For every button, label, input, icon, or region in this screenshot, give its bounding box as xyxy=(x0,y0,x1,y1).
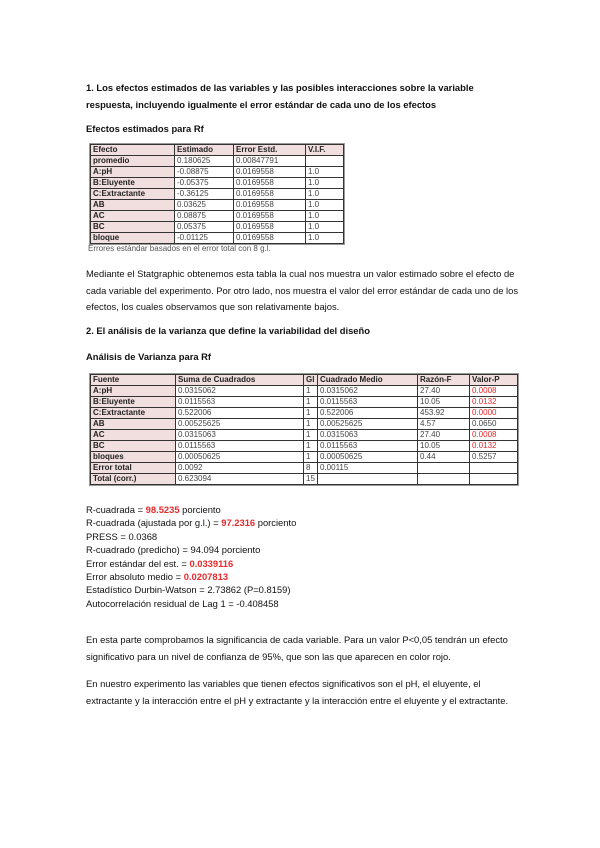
table-cell: 0.0092 xyxy=(176,463,304,474)
table-cell: 0.0315063 xyxy=(318,430,418,441)
table-cell: 0.00847791 xyxy=(234,156,306,167)
column-header: Error Estd. xyxy=(234,145,306,156)
row-label: promedio xyxy=(91,156,175,167)
statistic-line xyxy=(86,597,296,610)
table-cell: 0.03625 xyxy=(175,200,234,211)
table-cell: -0.36125 xyxy=(175,189,234,200)
section1-paragraph: Mediante el Statgraphic obtenemos esta tabla la cual nos muestra un valor estimado sobre el efecto de cada variable del experimento. Por otro lado, nos muestra el valor del error estándar de cada uno de los efectos, los cuales observamos que son relativamente bajos. xyxy=(86,268,519,312)
statistic-label: PRESS = xyxy=(86,530,129,542)
table-cell: 10.05 xyxy=(418,441,470,452)
statistic-value: 97.2316 xyxy=(221,517,256,529)
statistic-line xyxy=(86,516,296,529)
table-cell: 1.0 xyxy=(306,189,344,200)
table-cell xyxy=(418,463,470,474)
row-label: BC xyxy=(91,441,176,452)
effects-table-container xyxy=(89,143,345,245)
table-cell: 0.0132 xyxy=(470,397,518,408)
column-header: Estimado xyxy=(175,145,234,156)
anova-table-title: Análisis de Varianza para Rf xyxy=(86,351,212,362)
table-cell: 0.00525625 xyxy=(176,419,304,430)
effects-table xyxy=(90,144,344,244)
table-row xyxy=(91,463,518,474)
table-cell: 0.0169558 xyxy=(234,233,306,244)
table-cell: 1 xyxy=(304,419,318,430)
table-cell: 1 xyxy=(304,452,318,463)
table-cell xyxy=(306,156,344,167)
table-cell: 4.57 xyxy=(418,419,470,430)
table-cell: 0.0132 xyxy=(470,441,518,452)
table-cell: 1 xyxy=(304,441,318,452)
table-cell: 0.0650 xyxy=(470,419,518,430)
table-cell: 0.00525625 xyxy=(318,419,418,430)
table-cell: 0.00115 xyxy=(318,463,418,474)
section2-paragraph-2: En nuestro experimento las variables que tienen efectos significativos son el pH, el eluyente, el extractante y la interacción entre el pH y extractante y la interacción entre el eluyente y el extractante. xyxy=(86,678,509,706)
column-header: V.I.F. xyxy=(306,145,344,156)
row-label: AC xyxy=(91,430,176,441)
statistic-label: Estadístico Durbin-Watson = xyxy=(86,584,208,596)
statistic-value: 94.094 xyxy=(190,544,220,556)
table-cell: 0.0169558 xyxy=(234,167,306,178)
table-cell: 0.0169558 xyxy=(234,200,306,211)
table-cell: 0.0115563 xyxy=(318,441,418,452)
table-row xyxy=(91,386,518,397)
table-cell: -0.01125 xyxy=(175,233,234,244)
row-label: B:Eluyente xyxy=(91,178,175,189)
statistic-unit: porciento xyxy=(179,504,221,515)
effects-table-title: Efectos estimados para Rf xyxy=(86,123,204,134)
statistic-line xyxy=(86,503,296,516)
table-cell: -0.05375 xyxy=(175,178,234,189)
statistic-line xyxy=(86,530,296,543)
table-cell: 1.0 xyxy=(306,211,344,222)
table-cell: 27.40 xyxy=(418,386,470,397)
table-cell: 0.0008 xyxy=(470,430,518,441)
statistic-label: R-cuadrada = xyxy=(86,504,146,515)
row-label: B:Eluyente xyxy=(91,397,176,408)
row-label: A:pH xyxy=(91,386,176,397)
statistic-value: 0.0368 xyxy=(128,530,158,542)
table-cell: 0.180625 xyxy=(175,156,234,167)
column-header: Gl xyxy=(304,375,318,386)
table-row xyxy=(91,441,518,452)
table-cell: 1.0 xyxy=(306,178,344,189)
table-cell: 1 xyxy=(304,408,318,419)
table-cell: 0.00050625 xyxy=(176,452,304,463)
row-label: C:Extractante xyxy=(91,189,175,200)
table-cell: 1 xyxy=(304,430,318,441)
table-cell: 0.0115563 xyxy=(176,397,304,408)
statistic-unit: porciento xyxy=(255,517,297,529)
table-row xyxy=(91,178,344,189)
effects-table-note: Errores estándar basados en el error total con 8 g.l. xyxy=(88,244,271,253)
table-cell: 0.0315062 xyxy=(318,386,418,397)
table-row xyxy=(91,233,344,244)
table-cell: 0.0315062 xyxy=(176,386,304,397)
table-cell: 1 xyxy=(304,397,318,408)
row-label: bloques xyxy=(91,452,176,463)
statistic-line xyxy=(86,583,296,596)
table-cell: 1.0 xyxy=(306,167,344,178)
table-cell: 0.0008 xyxy=(470,386,518,397)
column-header: Efecto xyxy=(91,145,175,156)
row-label: C:Extractante xyxy=(91,408,176,419)
row-label: AB xyxy=(91,200,175,211)
statistic-label: Error estándar del est. = xyxy=(86,557,190,569)
table-cell: 0.00050625 xyxy=(318,452,418,463)
table-row xyxy=(91,200,344,211)
column-header: Cuadrado Medio xyxy=(318,375,418,386)
section2-heading: 2. El análisis de la varianza que define la variabilidad del diseño xyxy=(86,325,370,336)
table-cell: 0.08875 xyxy=(175,211,234,222)
section2-paragraph-1: En esta parte comprobamos la significancia de cada variable. Para un valor P<0,05 tendrán un efecto significativo para un nivel de confianza de 95%, que son las que aparecen en color rojo. xyxy=(86,634,508,662)
table-cell: 0.5257 xyxy=(470,452,518,463)
statistic-value: 2.73862 (P=0.8159) xyxy=(207,584,291,596)
table-cell: 0.623094 xyxy=(176,474,304,485)
statistic-line xyxy=(86,570,296,583)
table-row xyxy=(91,189,344,200)
row-label: Total (corr.) xyxy=(91,474,176,485)
table-cell: 0.05375 xyxy=(175,222,234,233)
table-row xyxy=(91,222,344,233)
table-row xyxy=(91,408,518,419)
table-cell: 8 xyxy=(304,463,318,474)
row-label: AB xyxy=(91,419,176,430)
anova-table-container xyxy=(89,373,519,486)
table-row xyxy=(91,156,344,167)
statistic-line xyxy=(86,557,296,570)
table-cell: 0.0315063 xyxy=(176,430,304,441)
table-cell xyxy=(418,474,470,485)
table-cell: 0.522006 xyxy=(176,408,304,419)
table-row xyxy=(91,430,518,441)
table-cell: 1.0 xyxy=(306,233,344,244)
statistic-value: 98.5235 xyxy=(145,504,180,515)
column-header: Valor-P xyxy=(470,375,518,386)
statistic-value: 0.0339116 xyxy=(189,557,234,569)
table-cell: 0.0115563 xyxy=(176,441,304,452)
table-cell: 27.40 xyxy=(418,430,470,441)
statistic-label: Error absoluto medio = xyxy=(86,571,184,583)
table-cell: 1 xyxy=(304,386,318,397)
table-cell: 0.0169558 xyxy=(234,178,306,189)
row-label: AC xyxy=(91,211,175,222)
table-cell: -0.08875 xyxy=(175,167,234,178)
table-cell: 15 xyxy=(304,474,318,485)
statistic-value: -0.408458 xyxy=(236,597,279,609)
table-cell xyxy=(470,463,518,474)
column-header: Suma de Cuadrados xyxy=(176,375,304,386)
statistic-unit: porciento xyxy=(219,544,261,556)
anova-table xyxy=(90,374,518,485)
statistic-label: Autocorrelación residual de Lag 1 = xyxy=(86,597,237,609)
table-row xyxy=(91,452,518,463)
table-row xyxy=(91,419,518,430)
model-statistics xyxy=(86,503,296,610)
table-row xyxy=(91,211,344,222)
statistic-label: R-cuadrado (predicho) = xyxy=(86,544,191,556)
table-cell: 0.0000 xyxy=(470,408,518,419)
row-label: bloque xyxy=(91,233,175,244)
table-row xyxy=(91,474,518,485)
table-cell xyxy=(470,474,518,485)
table-cell: 1.0 xyxy=(306,200,344,211)
table-cell: 10.05 xyxy=(418,397,470,408)
row-label: A:pH xyxy=(91,167,175,178)
column-header: Fuente xyxy=(91,375,176,386)
statistic-label: R-cuadrada (ajustada por g.l.) = xyxy=(86,517,222,529)
row-label: Error total xyxy=(91,463,176,474)
table-cell: 1.0 xyxy=(306,222,344,233)
table-row xyxy=(91,167,344,178)
table-cell: 0.0169558 xyxy=(234,222,306,233)
table-cell: 0.0169558 xyxy=(234,211,306,222)
table-cell xyxy=(318,474,418,485)
table-cell: 0.44 xyxy=(418,452,470,463)
table-cell: 453.92 xyxy=(418,408,470,419)
statistic-line xyxy=(86,543,296,556)
table-cell: 0.522006 xyxy=(318,408,418,419)
table-cell: 0.0115563 xyxy=(318,397,418,408)
statistic-value: 0.0207813 xyxy=(183,571,229,583)
table-cell: 0.0169558 xyxy=(234,189,306,200)
row-label: BC xyxy=(91,222,175,233)
table-row xyxy=(91,397,518,408)
column-header: Razón-F xyxy=(418,375,470,386)
section1-heading: 1. Los efectos estimados de las variables y las posibles interacciones sobre la variable respuesta, incluyendo igualmente el error estándar de cada uno de los efectos xyxy=(86,82,474,110)
